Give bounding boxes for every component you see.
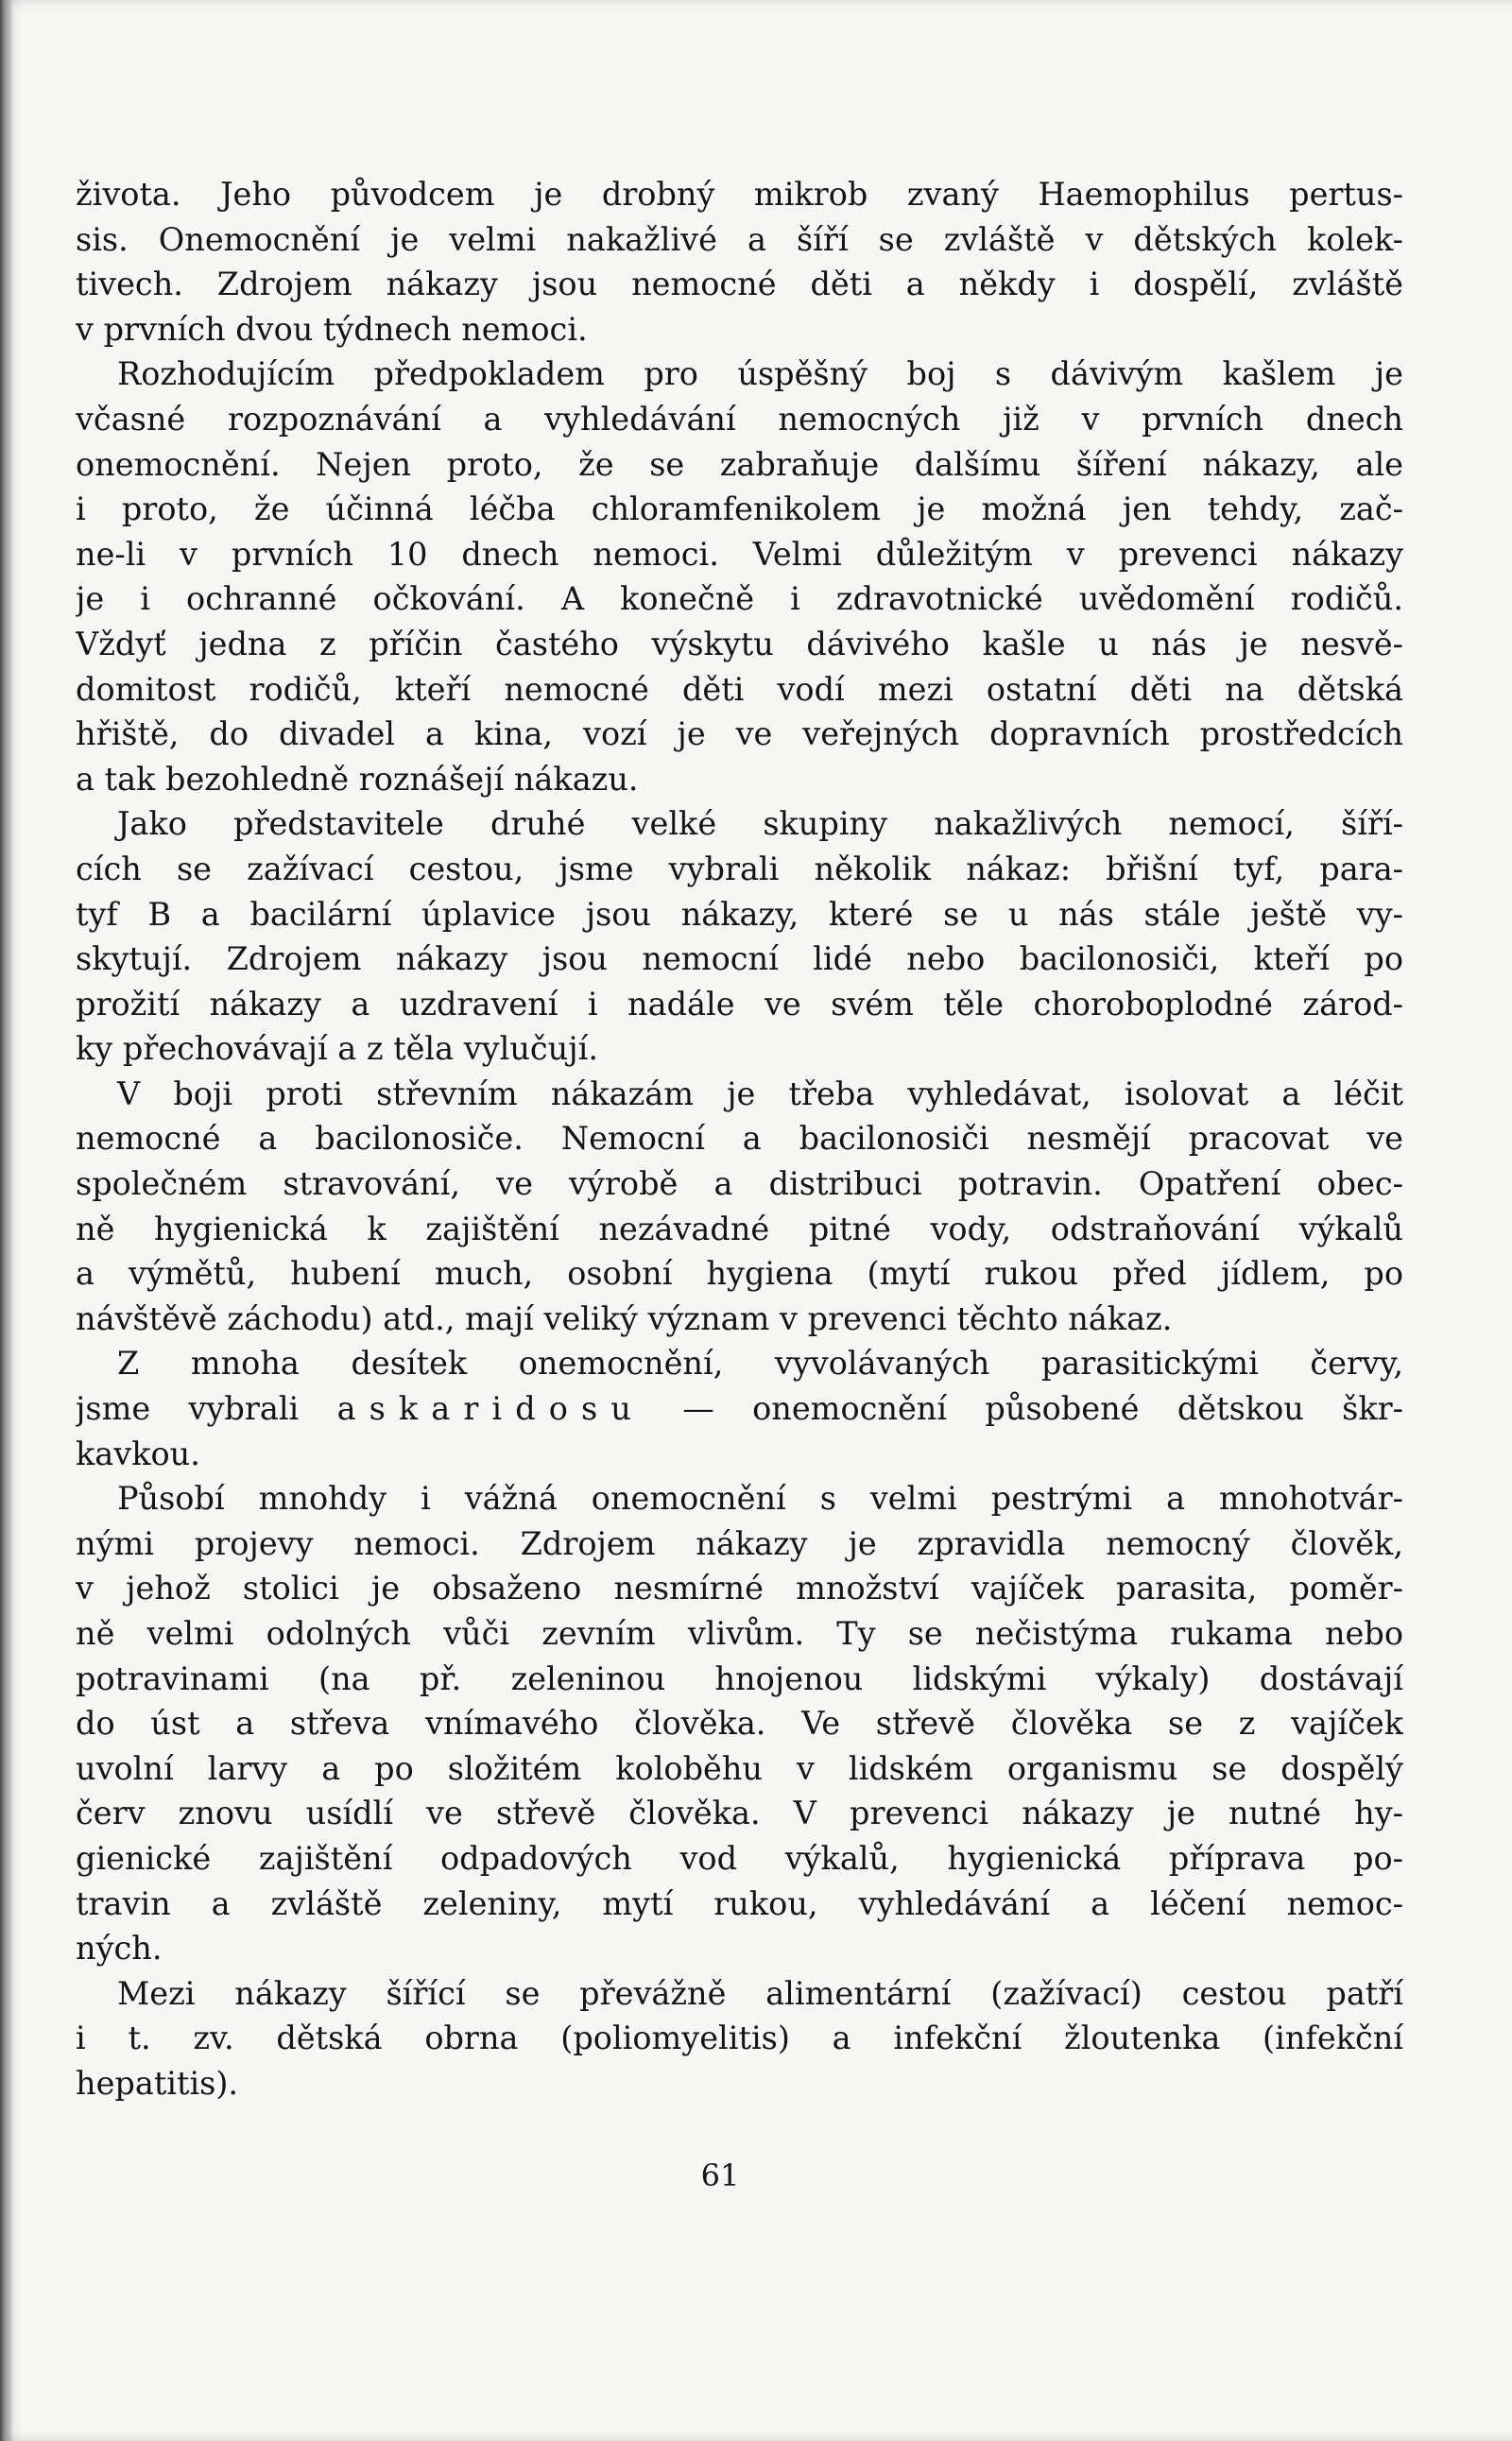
text-line: společném stravování, ve výrobě a distribuci potravin. Opatření obec- [76, 1165, 1403, 1203]
paragraph-intestinal-infections [76, 801, 1403, 1072]
text-line: nými projevy nemoci. Zdrojem nákazy je zpravidla nemocný člověk, [76, 1524, 1403, 1562]
page-number: 61 [700, 2157, 740, 2193]
paragraph-askaridosa-intro [76, 1341, 1403, 1476]
text-line: i t. zv. dětská obrna (poliomyelitis) a infekční žloutenka (infekční [76, 2020, 1403, 2057]
text-line: skytují. Zdrojem nákazy jsou nemocní lidé nebo bacilonosiči, kteří po [76, 940, 1403, 978]
text-line: je i ochranné očkování. A konečně i zdravotnické uvědomění rodičů. [76, 580, 1403, 618]
text-line: Jako představitele druhé velké skupiny nakažlivých nemocí, šíří- [117, 805, 1403, 843]
text-line: uvolní larvy a po složitém koloběhu v lidském organismu se dospělý [76, 1749, 1403, 1787]
text-line: ných. [76, 1930, 163, 1968]
text-line: domitost rodičů, kteří nemocné děti vodí mezi ostatní děti na dětská [76, 670, 1403, 708]
text-line: gienické zajištění odpadových vod výkalů, hygienická příprava po- [76, 1839, 1403, 1877]
body-text [76, 172, 1403, 2106]
text-line: života. Jeho původcem je drobný mikrob zvaný Haemophilus pertus- [76, 176, 1403, 213]
text-line: Z mnoha desítek onemocnění, vyvolávaných parasitickými červy, [117, 1345, 1403, 1383]
text-line: Vždyť jedna z příčin častého výskytu dávivého kašle u nás je nesvě- [76, 625, 1403, 662]
text-line: ne-li v prvních 10 dnech nemoci. Velmi důležitým v prevenci nákazy [76, 535, 1403, 573]
text-line: do úst a střeva vnímavého člověka. Ve střevě člověka se z vajíček [76, 1705, 1403, 1743]
text-line: v jehož stolici je obsaženo nesmírné množství vajíček parasita, poměr- [76, 1570, 1403, 1607]
text-line: a výmětů, hubení much, osobní hygiena (mytí rukou před jídlem, po [76, 1255, 1403, 1293]
text-line: a tak bezohledně roznášejí nákazu. [76, 760, 639, 798]
text-line: Mezi nákazy šířící se převážně alimentární (zažívací) cestou patří [117, 1974, 1403, 2012]
text-line: prožití nákazy a uzdravení i nadále ve svém těle choroboplodné zárod- [76, 985, 1403, 1023]
text-line: návštěvě záchodu) atd., mají veliký význam v prevenci těchto nákaz. [76, 1299, 1173, 1337]
text-line: Působí mnohdy i vážná onemocnění s velmi pestrými a mnohotvár- [117, 1480, 1403, 1518]
text-line: travin a zvláště zeleniny, mytí rukou, vyhledávání a léčení nemoc- [76, 1884, 1403, 1922]
text-line: sis. Onemocnění je velmi nakažlivé a šíří se zvláště v dětských kolek- [76, 220, 1403, 258]
text-line: ně hygienická k zajištění nezávadné pitné vody, odstraňování výkalů [76, 1210, 1403, 1247]
text-line [76, 1386, 1403, 1432]
text-fragment: jsme vybrali [76, 1390, 337, 1428]
text-line: hepatitis). [76, 2064, 239, 2102]
text-line: Rozhodujícím předpokladem pro úspěšný boj s dávivým kašlem je [117, 355, 1403, 393]
text-line: kavkou. [76, 1435, 200, 1472]
text-line: cích se zažívací cestou, jsme vybrali několik nákaz: břišní tyf, para- [76, 850, 1403, 887]
paragraph-alimentary-infections [76, 1971, 1403, 2106]
paragraph-pertussis-intro [76, 172, 1403, 352]
text-line: včasné rozpoznávání a vyhledávání nemocných již v prvních dnech [76, 400, 1403, 438]
paragraph-pertussis-prevention [76, 352, 1403, 801]
text-line: tyf B a bacilární úplavice jsou nákazy, které se u nás stále ještě vy- [76, 895, 1403, 933]
text-line: i proto, že účinná léčba chloramfenikolem je možná jen tehdy, zač- [76, 490, 1403, 528]
text-line: ně velmi odolných vůči zevním vlivům. Ty se nečistýma rukama nebo [76, 1615, 1403, 1652]
text-fragment: — onemocnění působené dětskou škr- [644, 1390, 1403, 1428]
text-line: červ znovu usídlí ve střevě člověka. V prevenci nákazy je nutné hy- [76, 1795, 1403, 1832]
text-line: V boji proti střevním nákazám je třeba vyhledávat, isolovat a léčit [117, 1074, 1403, 1112]
text-line: potravinami (na př. zeleninou hnojenou lidskými výkaly) dostávají [76, 1659, 1403, 1697]
text-line: tivech. Zdrojem nákazy jsou nemocné děti a někdy i dospělí, zvláště [76, 266, 1403, 303]
text-line: nemocné a bacilonosiče. Nemocní a bacilonosiči nesmějí pracovat ve [76, 1120, 1403, 1158]
text-line: v prvních dvou týdnech nemoci. [76, 310, 588, 348]
text-line: hřiště, do divadel a kina, vozí je ve veřejných dopravních prostředcích [76, 715, 1403, 753]
text-line: ky přechovávají a z těla vylučují. [76, 1030, 598, 1068]
paragraph-intestinal-prevention [76, 1072, 1403, 1342]
emphasized-term: askaridosu [336, 1390, 644, 1428]
paragraph-askaridosa-details [76, 1476, 1403, 1971]
text-line: onemocnění. Nejen proto, že se zabraňuje dalšímu šíření nákazy, ale [76, 445, 1403, 483]
